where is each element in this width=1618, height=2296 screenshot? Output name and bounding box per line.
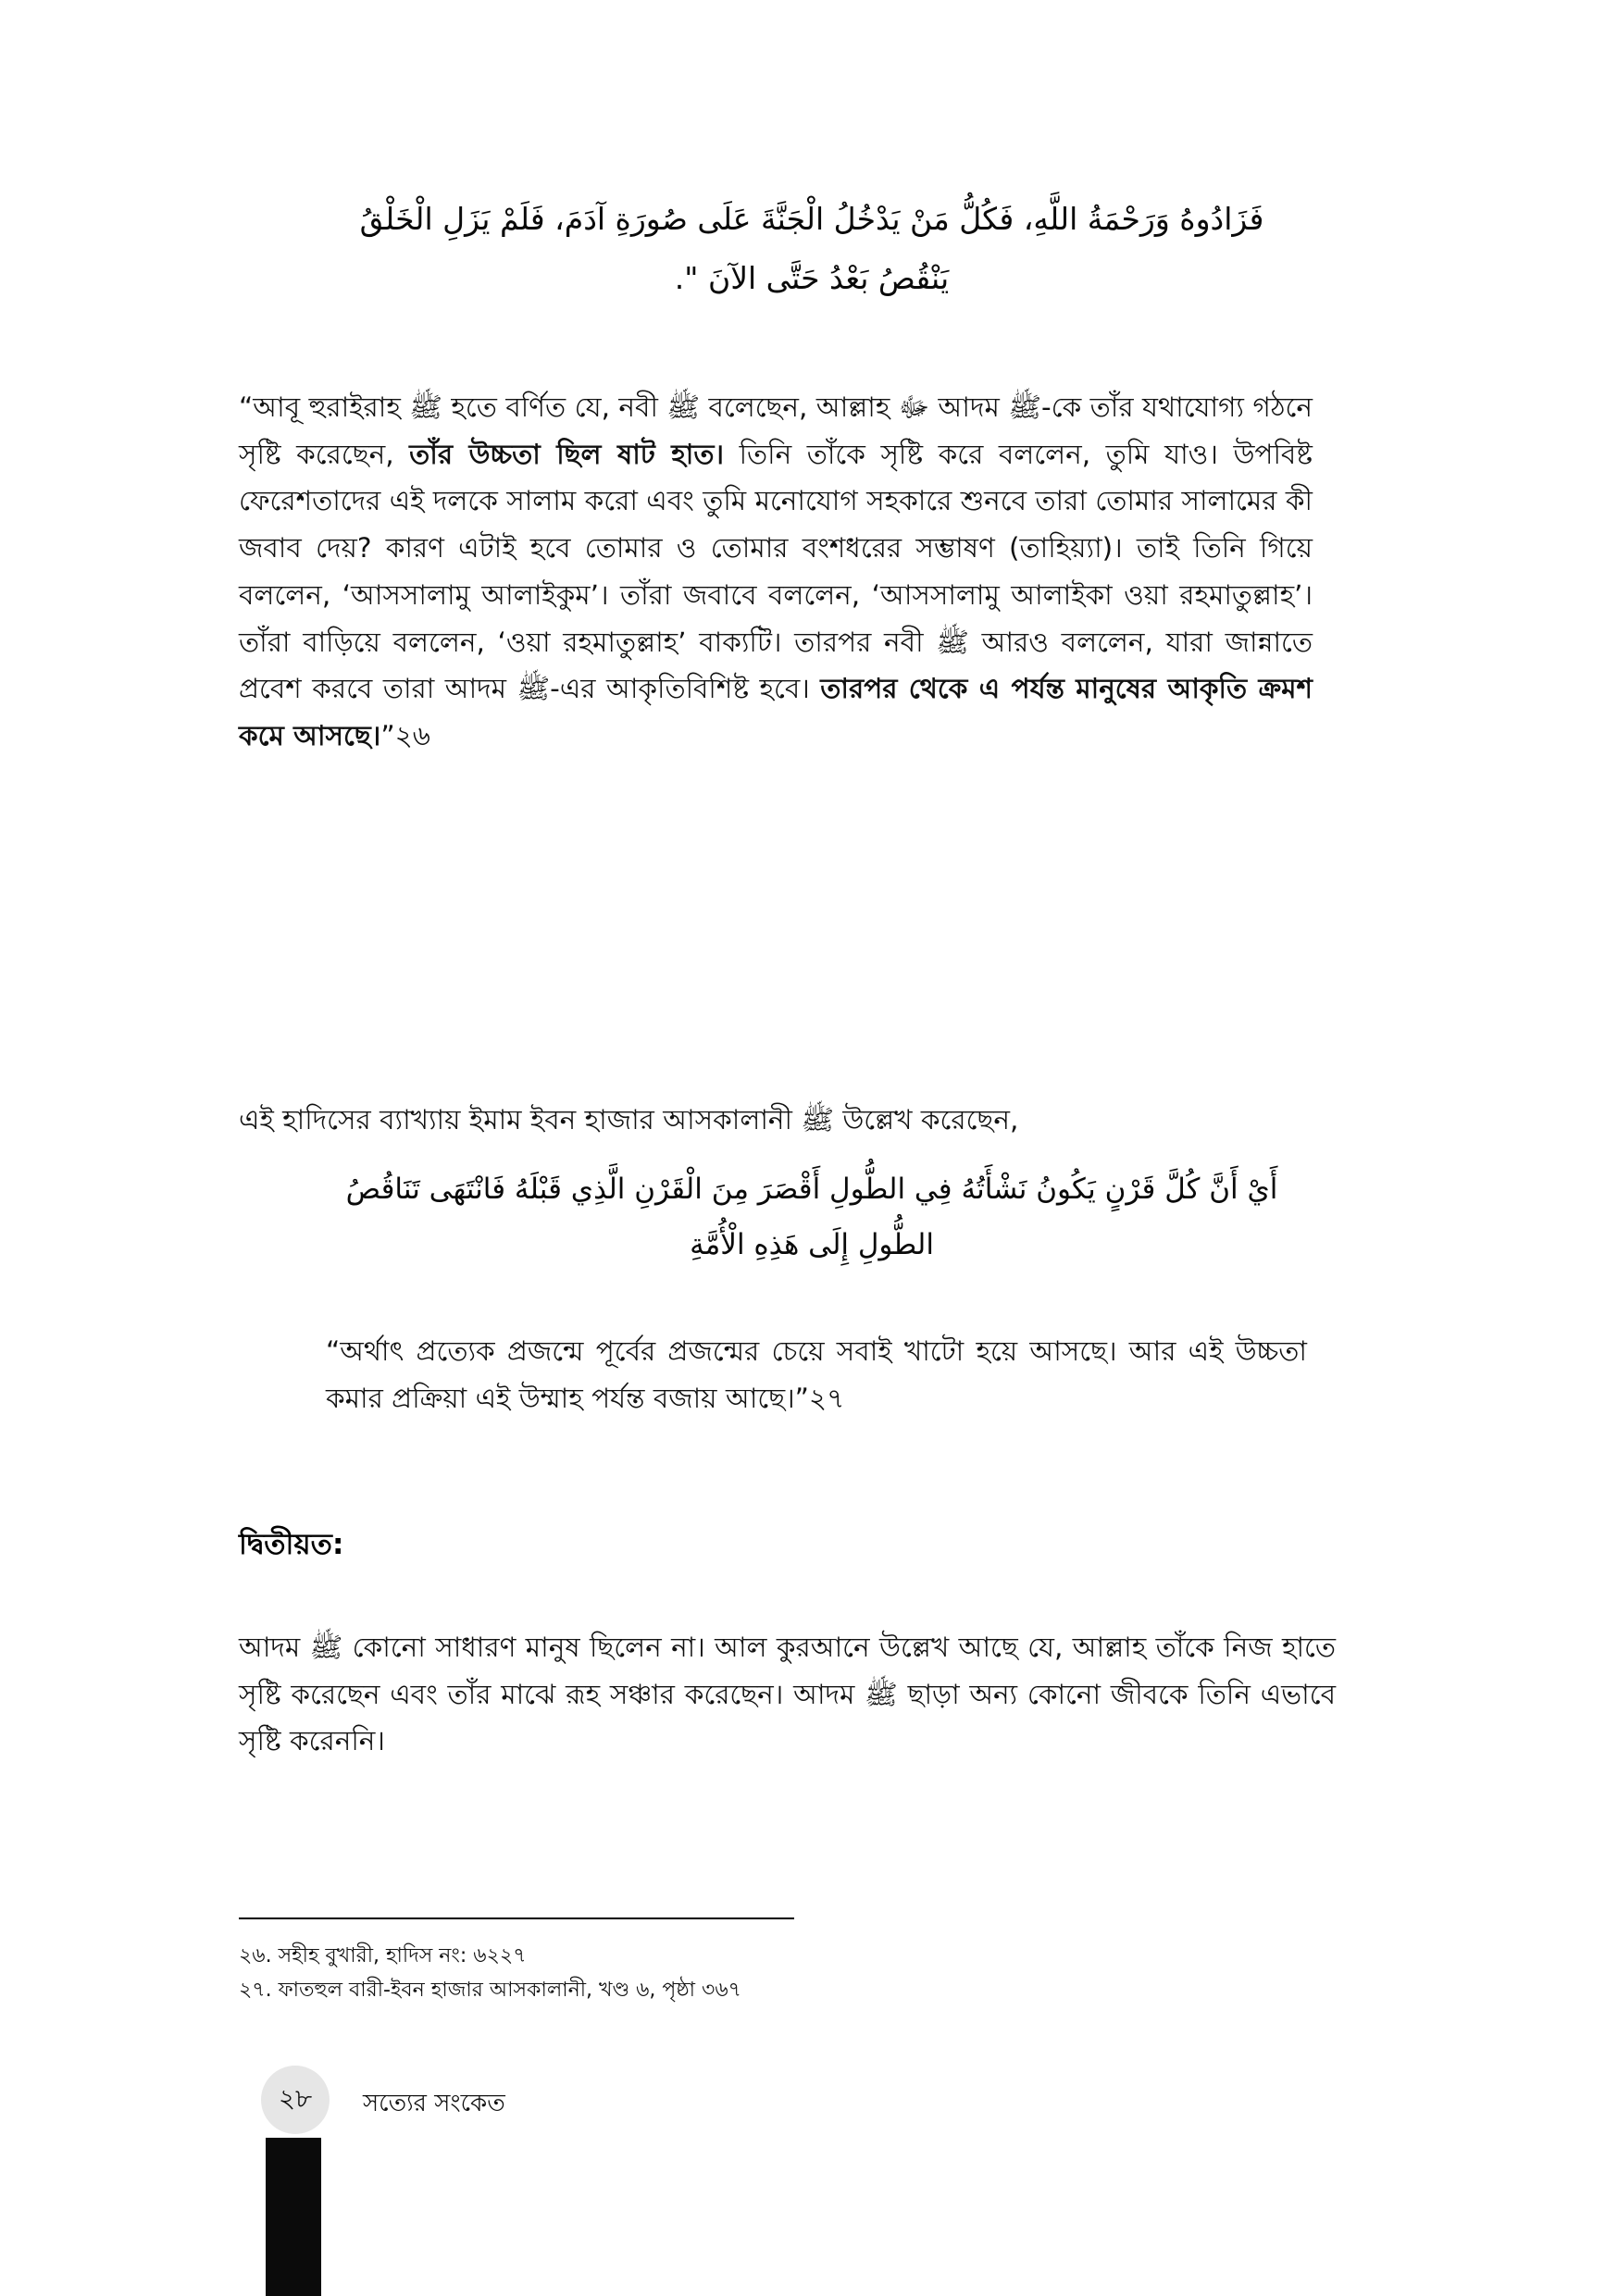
ibn-hajar-intro-text: এই হাদিসের ব্যাখ্যায় ইমাম ইবন হাজার আসকালানী ﷺ উল্লেখ করেছেন, (239, 1104, 1019, 1136)
arabic-hadith-text: فَزَادُوهُ وَرَحْمَةُ اللَّهِ، فَكُلُّ مَنْ يَدْخُلُ الْجَنَّةَ عَلَى صُورَةِ آدَمَ، فَلَمْ يَزَلِ الْخَلْقُ يَنْقُصُ بَعْدُ حَتَّى الآنَ ". (359, 201, 1264, 297)
footer-book-title: সত্যের সংকেত (363, 2090, 505, 2117)
bangla-second-point-text: আদম ﷺ কোনো সাধারণ মানুষ ছিলেন না। আল কুরআনে উল্লেখ আছে যে, আল্লাহ তাঁকে নিজ হাতে সৃষ্টি করেছেন এবং তাঁর মাঝে রূহ সঞ্চার করেছেন। আদম ﷺ ছাড়া অন্য কোনো জীবকে তিনি এভাবে সৃষ্টি করেননি। (239, 1632, 1336, 1757)
section-heading: দ্বিতীয়ত: (239, 1528, 344, 1561)
spine-decoration-bar (266, 2138, 321, 2296)
footnote-item: ২৭. ফাতহুল বারী-ইবন হাজার আসকালানী, খণ্ড ৬, পৃষ্ঠা ৩৬৭ (239, 1979, 741, 2003)
arabic-commentary-quote: أَيْ أَنَّ كُلَّ قَرْنٍ يَكُونُ نَشْأَتُهُ فِي الطُّولِ أَقْصَرَ مِنَ الْقَرْنِ الَّذِي قَبْلَهُ فَانْتَهَى تَنَاقُصُ الطُّولِ إِلَى هَذِهِ الْأُمَّةِ (345, 1173, 1278, 1262)
footnote-item: ২৬. সহীহ বুখারী, হাদিস নং: ৬২২৭ (239, 1944, 527, 1967)
bangla-hadith-translation: “আবূ হুরাইরাহ ﷺ হতে বর্ণিত যে, নবী ﷺ বলেছেন, আল্লাহ ﷻ আদম ﷺ-কে তাঁর যথাযোগ্য গঠনে সৃষ্টি করেছেন, তাঁর উচ্চতা ছিল ষাট হাত। তিনি তাঁকে সৃষ্টি করে বললেন, তুমি যাও। উপবিষ্ট ফেরেশতাদের এই দলকে সালাম করো এবং তুমি মনোযোগ সহকারে শুনবে তারা তোমার সালামের কী জবাব দেয়? কারণ এটাই হবে তোমার ও তোমার বংশধরের সম্ভাষণ (তাহিয়্যা)। তাই তিনি গিয়ে বললেন, ‘আসসালামু আলাইকুম’। তাঁরা জবাবে বললেন, ‘আসসালামু আলাইকা ওয়া রহমাতুল্লাহ’। তাঁরা বাড়িয়ে বললেন, ‘ওয়া রহমাতুল্লাহ’ বাক্যটি। তারপর নবী ﷺ আরও বললেন, যারা জান্নাতে প্রবেশ করবে তারা আদম ﷺ-এর আকৃতিবিশিষ্ট হবে। তারপর থেকে এ পর্যন্ত মানুষের আকৃতি ক্রমশ কমে আসছে।”২৬ (239, 391, 1313, 752)
footnote-separator (239, 1917, 794, 1919)
page-number-badge: ২৮ (261, 2066, 330, 2134)
footnote-list (239, 1939, 1350, 2008)
bangla-commentary-translation: “অর্থাৎ প্রত্যেক প্রজন্মে পূর্বের প্রজন্মের চেয়ে সবাই খাটো হয়ে আসছে। আর এই উচ্চতা কমার প্রক্রিয়া এই উম্মাহ পর্যন্ত বজায় আছে।”২৭ (326, 1335, 1307, 1414)
